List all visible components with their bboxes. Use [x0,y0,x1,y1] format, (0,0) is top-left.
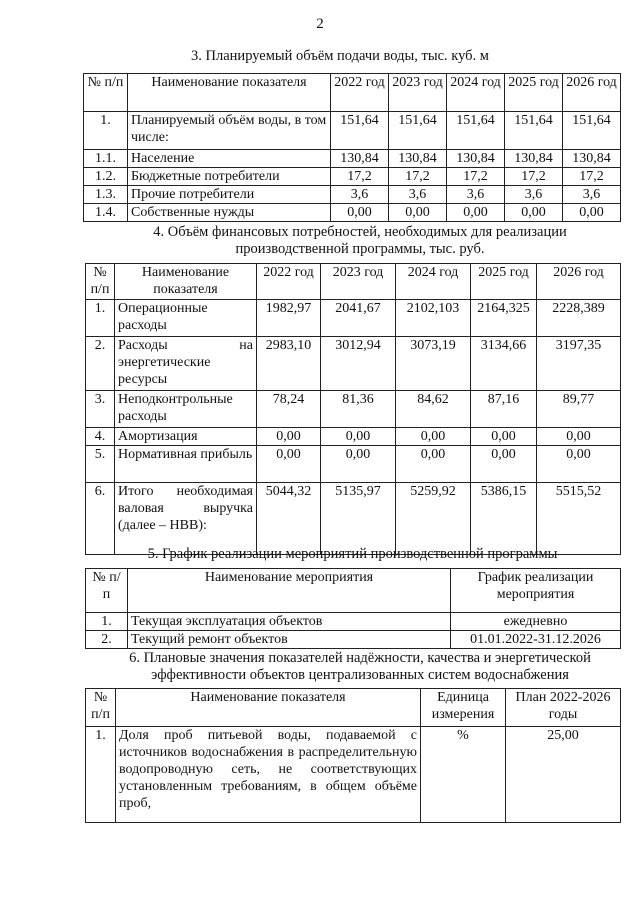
value-cell: 2041,67 [321,300,396,337]
value-cell: 0,00 [471,428,537,446]
header-cell: 2024 год [396,264,471,300]
value-cell: 2228,389 [537,300,621,337]
value-cell: 17,2 [563,168,621,186]
value-cell: 151,64 [505,112,563,150]
row-number: 1. [86,300,115,337]
schedule-table [85,568,621,649]
table-header-row [86,264,621,300]
value-cell: 5044,32 [257,483,321,555]
value-cell: 130,84 [447,150,505,168]
water-volume-table [83,73,621,222]
section-6-title: 6. Плановые значения показателей надёжности, качества и энергетической эффективности объектов централизованных систем водоснабжения [129,650,591,683]
value-cell: 0,00 [563,204,621,222]
header-cell: 2026 год [563,74,621,112]
plan-cell: 25,00 [506,727,621,823]
value-cell: 17,2 [447,168,505,186]
value-cell: 3,6 [563,186,621,204]
financial-needs-table [85,263,621,555]
row-label: Расходы на энергетические ресурсы [115,337,257,391]
header-cell: Единица измерения [421,689,506,727]
value-cell: 3012,94 [321,337,396,391]
value-cell: 3134,66 [471,337,537,391]
header-cell: График реализации мероприятия [451,569,621,613]
schedule-cell: ежедневно [451,613,621,631]
table-header-row [84,74,621,112]
header-cell: 2025 год [471,264,537,300]
value-cell: 0,00 [389,204,447,222]
value-cell: 87,16 [471,391,537,428]
value-cell: 5515,52 [537,483,621,555]
row-number: 6. [86,483,115,555]
value-cell: 2102,103 [396,300,471,337]
header-cell: № п/п [86,569,128,613]
table-row [86,613,621,631]
row-label: Неподконтрольные расходы [115,391,257,428]
value-cell: 151,64 [447,112,505,150]
row-label: Прочие потребители [128,186,331,204]
value-cell: 5135,97 [321,483,396,555]
row-number: 1.4. [84,204,128,222]
row-number: 1. [86,613,128,631]
table-header-row [86,569,621,613]
row-label: Доля проб питьевой воды, подаваемой с источников водоснабжения в распределительную водопроводную сеть, не соответствующих установленным требованиям, в общем объёме проб, [116,727,421,823]
header-cell: № п/п [86,264,115,300]
row-number: 2. [86,337,115,391]
value-cell: 17,2 [331,168,389,186]
value-cell: 0,00 [331,204,389,222]
row-label: Бюджетные потребители [128,168,331,186]
header-cell: 2026 год [537,264,621,300]
row-label: Собственные нужды [128,204,331,222]
table-row [84,150,621,168]
row-label: Амортизация [115,428,257,446]
table-row [84,204,621,222]
row-number: 1. [84,112,128,150]
section-4-title: 4. Объём финансовых потребностей, необходимых для реализации производственной программы, тыс. руб. [153,224,567,257]
row-number: 1. [86,727,116,823]
value-cell: 2983,10 [257,337,321,391]
value-cell: 0,00 [257,428,321,446]
table-row [86,428,621,446]
value-cell: 130,84 [563,150,621,168]
value-cell: 3,6 [331,186,389,204]
header-cell: Наименование показателя [116,689,421,727]
header-cell: Наименование показателя [128,74,331,112]
row-label: Текущая эксплуатация объектов [128,613,451,631]
value-cell: 1982,97 [257,300,321,337]
row-number: 1.2. [84,168,128,186]
row-label: Нормативная прибыль [115,446,257,483]
header-cell: 2023 год [321,264,396,300]
value-cell: 0,00 [447,204,505,222]
value-cell: 17,2 [505,168,563,186]
value-cell: 3,6 [505,186,563,204]
table-row [86,446,621,483]
header-cell: № п/п [86,689,116,727]
value-cell: 17,2 [389,168,447,186]
value-cell: 0,00 [471,446,537,483]
row-label: Текущий ремонт объектов [128,631,451,649]
value-cell: 3,6 [447,186,505,204]
header-cell: 2022 год [331,74,389,112]
unit-cell: % [421,727,506,823]
table-row [86,631,621,649]
value-cell: 0,00 [396,428,471,446]
page-number: 2 [316,16,324,32]
value-cell: 5386,15 [471,483,537,555]
value-cell: 151,64 [389,112,447,150]
schedule-cell: 01.01.2022-31.12.2026 [451,631,621,649]
row-number: 1.1. [84,150,128,168]
header-cell: 2024 год [447,74,505,112]
value-cell: 151,64 [563,112,621,150]
value-cell: 0,00 [537,446,621,483]
table-row [86,391,621,428]
section-3-title: 3. Планируемый объём подачи воды, тыс. куб. м [191,48,489,64]
row-number: 4. [86,428,115,446]
section-5-title: 5. График реализации мероприятий производственной программы [147,546,558,562]
value-cell: 0,00 [396,446,471,483]
value-cell: 130,84 [505,150,563,168]
value-cell: 151,64 [331,112,389,150]
value-cell: 0,00 [321,446,396,483]
value-cell: 0,00 [505,204,563,222]
row-number: 3. [86,391,115,428]
table-row [84,112,621,150]
table-row [86,727,621,823]
value-cell: 130,84 [331,150,389,168]
value-cell: 130,84 [389,150,447,168]
value-cell: 2164,325 [471,300,537,337]
row-number: 1.3. [84,186,128,204]
value-cell: 3073,19 [396,337,471,391]
reliability-indicators-table [85,688,621,823]
value-cell: 0,00 [257,446,321,483]
row-label: Планируемый объём воды, в том числе: [128,112,331,150]
row-number: 5. [86,446,115,483]
value-cell: 0,00 [537,428,621,446]
row-label: Население [128,150,331,168]
value-cell: 0,00 [321,428,396,446]
header-cell: № п/п [84,74,128,112]
header-cell: 2023 год [389,74,447,112]
value-cell: 78,24 [257,391,321,428]
row-label: Итого необходимая валовая выручка (далее – НВВ): [115,483,257,555]
header-cell: Наименование мероприятия [128,569,451,613]
table-row [84,186,621,204]
value-cell: 89,77 [537,391,621,428]
table-row [86,337,621,391]
table-row [86,300,621,337]
value-cell: 84,62 [396,391,471,428]
header-cell: Наименование показателя [115,264,257,300]
value-cell: 5259,92 [396,483,471,555]
row-number: 2. [86,631,128,649]
table-row [84,168,621,186]
header-cell: 2025 год [505,74,563,112]
header-cell: 2022 год [257,264,321,300]
value-cell: 81,36 [321,391,396,428]
table-header-row [86,689,621,727]
table-row [86,483,621,555]
value-cell: 3197,35 [537,337,621,391]
header-cell: План 2022-2026 годы [506,689,621,727]
row-label: Операционные расходы [115,300,257,337]
value-cell: 3,6 [389,186,447,204]
